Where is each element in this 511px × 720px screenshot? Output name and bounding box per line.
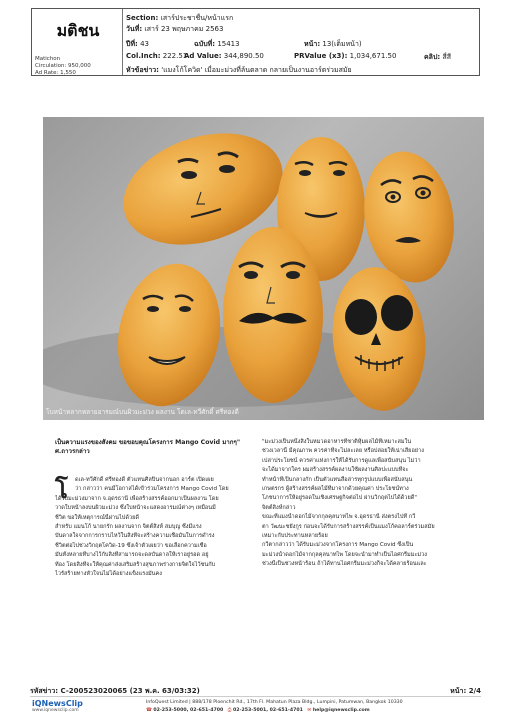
mango-faces-illustration [43, 117, 484, 420]
left-heading: เป็นความแรงของสังคม ขอขอบคุณโครงการ Mango Covid มากๆ" ศ.ถาวรกล่าว [55, 439, 241, 455]
drop-cap: โ [55, 475, 68, 504]
footer-phone: 02-253-5000, 02-651-4700 [153, 708, 224, 713]
text-line: ดเล-ทวีศักดิ์ ศรีทองดี ตัวแทนศิลปินจากนอก อาร์ต เปิดเผย [75, 477, 214, 483]
text-line: กวีตากล่าวว่า ได้รับมะม่วงจากโครงการ Mango Covid ซึ่งเป็น [262, 542, 414, 549]
outlet-name: Matichon [35, 56, 61, 62]
page-row: หน้า: 13(เต็มหน้า) [304, 40, 362, 48]
text-line: บันดาลใจจากการกราบไหว้ในสิ่งที่จะสร้างความเชื่อมั่นในการดำรง [55, 533, 215, 540]
text-line: จิตต์สิงห์กล่าว [262, 504, 296, 511]
issue-row: ฉบับที่: 15413 [194, 40, 240, 48]
iqnewsclip-logo: iQNewsClip www.iqnewsclip.com [32, 699, 83, 713]
left-column-text [55, 476, 255, 579]
ad-rate: Ad Rate: 1,550 [35, 70, 76, 76]
text-line: มั่นทั้งหลายที่บางไว้กับสิ่งที่สามารถจะดลบันดาลให้เราอยู่รอด อยู่ [55, 552, 209, 559]
headline-value: 'แมงโก้โควิด' เมื่อมะม่วงที่ล้นตลาด กลายเป็นงานอาร์ตร่วมสมัย [161, 66, 352, 74]
footer-contact [146, 707, 370, 713]
text-line: ท้อง โดยสิ่งที่จะให้คุณค่าส่งเสริมสร้างสุขภาพร่างกายจิตใจไว้ชนกับ [55, 561, 216, 568]
footer-bar [30, 696, 481, 713]
date-row: วันที่: เสาร์ 23 พฤษภาคม 2563 [126, 25, 224, 33]
news-id-suffix: (23 พ.ค. 63/03:32) [129, 687, 200, 695]
newspaper-logo: มติชน [56, 21, 100, 40]
section-value: เสาร์ประชาชื่น/หน้าแรก [160, 14, 234, 22]
issue-value: 15413 [217, 40, 240, 48]
iqnewsclip-url: www.iqnewsclip.com [32, 708, 79, 713]
text-line: ช่วงนี้เป็นช่วงหน้าร้อน ถ้าได้ทานไอศกรีมมะม่วงก็จะได้คลายร้อนและ [262, 561, 427, 568]
photo-caption: โบหน้าหลากหลายอารมณ์บนผิวมะม่วง ผลงาน โดเล-ทวีศักดิ์ ศรีทองดี [46, 408, 239, 416]
text-line: โภชนาการให้อยู่รอดในเชิงเศรษฐกิจต่อไป ผ่านวิกฤตไปได้ด้วยดี" [262, 495, 417, 502]
text-line: สำหรับ แมนโก้ นายกรัก ผลงานจาก จิตต์สิงห์ สมบุญ ซึ่งมีแรง [55, 523, 202, 530]
year-row: ปีที่: 43 [126, 40, 150, 48]
page-counter-value: 2/4 [468, 687, 481, 695]
right-column-text [262, 438, 458, 569]
text-line: เปล่าประโยชน์ ควรค่าแห่งการให้ได้รับการดูแลเพื่อสนับสนุน ไม่ว่า [262, 457, 421, 464]
text-line: ไวรัสร้ายทางหัวใจนไม่ได้อย่างแข็งแรงมั่นคง [55, 570, 162, 577]
text-line: ว่า กล่าวว่า คนมีโอกาสได้เข้าร่วมโครงการ Mango Covid โดย [75, 486, 229, 493]
text-line: มะม่วงน้ำดอกไม้จากกุลคุลนาทไพ โดยจะนำมาทำเป็นไอศกรีมมะม่วง [262, 551, 427, 558]
news-id-value: C-200523020065 [60, 687, 128, 695]
news-id: รหัสข่าว: C-200523020065 (23 พ.ค. 63/03:32) [30, 687, 200, 695]
email-icon: ✉ [307, 708, 312, 713]
text-line: ขณะที่แมงน้ำดอกไม้จากกุลคุลนาทไพ จ.อุดรธานี ส่งตรงไปที่ กวี [262, 514, 416, 521]
page-value: 13(เต็มหน้า) [322, 40, 362, 48]
page-counter: หน้า: 2/4 [450, 687, 481, 695]
text-line: เกษตรกร ผู้สร้างสรรค์ผลไม้ที่มาจากด้วยคุณค่า ประโยชน์ทาง [262, 485, 409, 492]
text-line: "มะม่วงเป็นหนึ่งสิ่งในหมวดอาหารที่ชาติหุ้มผลไม้ที่เหมาะสมใน [262, 439, 412, 445]
text-line: วาดใบหน้าลงบนผิวมะม่วง ซึ่งใบหน้าจะแสดงอารมณ์ต่างๆ เหมือนมี [55, 505, 216, 512]
advalue-value: 344,890.50 [223, 52, 264, 60]
footer-fax: 02-253-5001, 02-651-4701 [233, 708, 303, 713]
date-value: เสาร์ 23 พฤษภาคม 2563 [144, 25, 224, 33]
text-line: ชีวิต ขอให้เหตุการณ์นี้ผ่านไปด้วยดี [55, 514, 140, 521]
mango-faces-photo [43, 117, 484, 420]
prvalue-row: PRValue (x3): 1,034,671.50 [294, 52, 397, 60]
clip-row: คลิป: สี่สี [424, 53, 451, 61]
title-row: หัวข้อข่าว: 'แมงโก้โควิด' เมื่อมะม่วงที่ล้นตลาด กลายเป็นงานอาร์ตร่วมสมัย [126, 66, 352, 74]
prvalue-value: 1,034,671.50 [349, 52, 397, 60]
year-value: 43 [140, 40, 150, 48]
phone-icon: ☎ [146, 708, 152, 713]
text-line: ทำหน้าที่เป็นกลางกัก เป็นตัวแทนสื่อสารทุกรูปแบบเพื่อสนับสนุน [262, 476, 413, 483]
text-line: ชีวิตต่อไปช่วงวิกฤตโควิด-19 ซึ่งเจ้าตัวเผยว่า ขอเลือกความเชื่อ [55, 542, 207, 549]
fax-icon: ⎙ [227, 708, 232, 713]
text-line: จะได้มาจากใคร ผมสร้างสรรค์ผลงานใช้ผลงานศิลปะแบบที่จะ [262, 467, 409, 474]
header-divider [122, 9, 123, 75]
footer-email: help@iqnewsclip.com [312, 708, 370, 713]
text-line: เหมาะกับประทานหลายร้อย [262, 532, 328, 539]
clip-value: สี่สี [442, 53, 451, 61]
advalue-row: Ad Value: 344,890.50 [184, 52, 264, 60]
circulation: Circulation: 950,000 [35, 63, 91, 69]
colinch-value: 222.51 [162, 52, 188, 60]
publication-meta [35, 56, 91, 77]
text-line: ตา วัฒนะชยังกูร ก่อนจะได้รับการสร้างสรรค์เป็นแมงโก้คอลาร์ตร่วมสมัย [262, 523, 435, 530]
colinch-row: Col.Inch: 222.51 [126, 52, 188, 60]
section-row: Section: เสาร์ประชาชื่น/หน้าแรก [126, 14, 234, 22]
mango-face-5 [223, 227, 323, 403]
footer-address: InfoQuest Limited | 888/178 Ploenchit Rd., 17th Fl. Mahatun Plaza Bldg., Lumpini, Patumwan, Bangkok 10330 [146, 700, 403, 705]
text-line: ช่วงเวลานี้ มีคุณภาพ ควรค่าที่จะไม่ละเลย หรือปล่อยให้เน่าเสียอย่าง [262, 448, 424, 455]
text-line: ได้รับมะม่วงมาจาก จ.อุดรธานี เพื่อสร้างสรรค์ออกมาเป็นผลงาน โดย [55, 495, 219, 502]
clip-header [31, 8, 480, 76]
